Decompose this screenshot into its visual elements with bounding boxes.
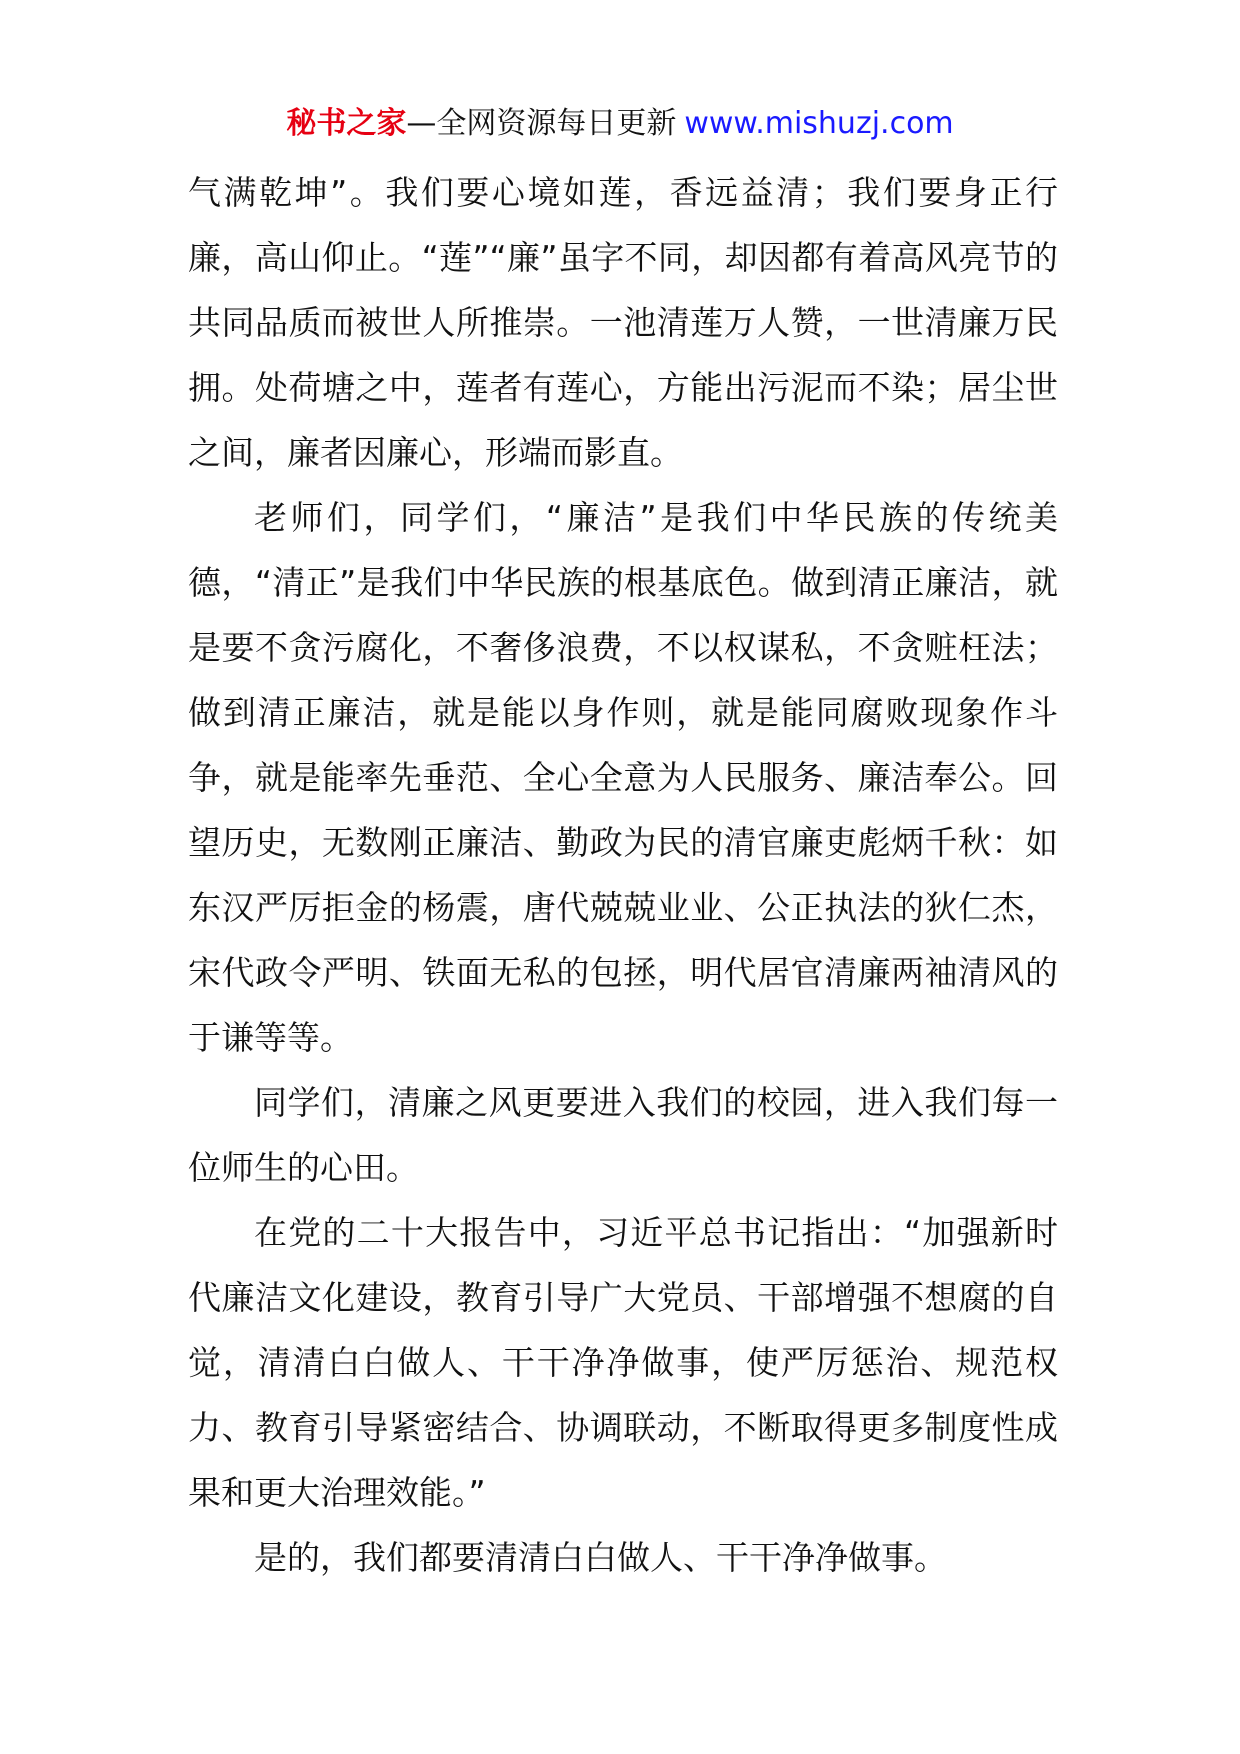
document-body (188, 160, 1058, 1590)
paragraph: 老师们，同学们，“廉洁”是我们中华民族的传统美德，“清正”是我们中华民族的根基底色。做到清正廉洁，就是要不贪污腐化，不奢侈浪费，不以权谋私，不贪赃枉法；做到清正廉洁，就是能以身作则，就是能同腐败现象作斗争，就是能率先垂范、全心全意为人民服务、廉洁奉公。回望历史，无数刚正廉洁、勤政为民的清官廉吏彪炳千秋：如东汉严厉拒金的杨震，唐代兢兢业业、公正执法的狄仁杰，宋代政令严明、铁面无私的包拯，明代居官清廉两袖清风的于谦等等。 (188, 498, 1058, 1057)
site-url[interactable]: www.mishuzj.com (684, 106, 954, 141)
page-header (0, 102, 1240, 146)
brand-name: 秘书之家 (286, 106, 407, 141)
paragraph: 同学们，清廉之风更要进入我们的校园，进入我们每一位师生的心田。 (188, 1083, 1058, 1187)
paragraph: 在党的二十大报告中，习近平总书记指出：“加强新时代廉洁文化建设，教育引导广大党员、干部增强不想腐的自觉，清清白白做人、干干净净做事，使严厉惩治、规范权力、教育引导紧密结合、协调联动，不断取得更多制度性成果和更大治理效能。” (188, 1213, 1058, 1512)
header-tagline: —全网资源每日更新 (406, 106, 677, 141)
paragraph: 是的，我们都要清清白白做人、干干净净做事。 (254, 1538, 947, 1577)
paragraph: 气满乾坤”。我们要心境如莲，香远益清；我们要身正行廉，高山仰止。“莲”“廉”虽字不同，却因都有着高风亮节的共同品质而被世人所推崇。一池清莲万人赞，一世清廉万民拥。处荷塘之中，莲者有莲心，方能出污泥而不染；居尘世之间，廉者因廉心，形端而影直。 (188, 173, 1058, 472)
